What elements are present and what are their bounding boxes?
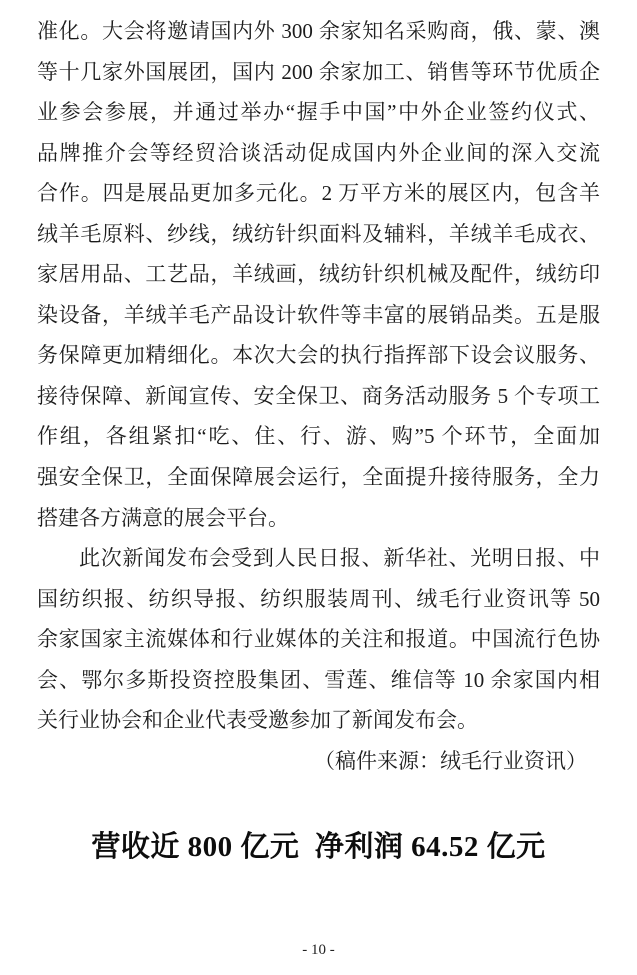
text-line: 务保障更加精细化。本次大会的执行指挥部下设会议服务、 bbox=[37, 343, 600, 368]
text-line: 接待保障、新闻宣传、安全保卫、商务活动服务 5 个专项工 bbox=[37, 383, 600, 408]
text-line: 合作。四是展品更加多元化。2 万平方米的展区内，包含羊 bbox=[37, 181, 600, 206]
text-line: 等十几家外国展团，国内 200 余家加工、销售等环节优质企 bbox=[37, 59, 600, 84]
text-line: 染设备，羊绒羊毛产品设计软件等丰富的展销品类。五是服 bbox=[37, 302, 600, 327]
attribution-line: （稿件来源：绒毛行业资讯） bbox=[314, 748, 587, 773]
text-line: 国纺织报、纺织导报、纺织服装周刊、绒毛行业资讯等 50 bbox=[37, 586, 600, 611]
text-line: 作组，各组紧扣“吃、住、行、游、购”5 个环节，全面加 bbox=[37, 424, 600, 449]
text-line: 家居用品、工艺品，羊绒画，绒纺针织机械及配件，绒纺印 bbox=[37, 262, 600, 287]
text-line: 余家国家主流媒体和行业媒体的关注和报道。中国流行色协 bbox=[37, 627, 600, 652]
body-text bbox=[37, 11, 600, 867]
text-line: 关行业协会和企业代表受邀参加了新闻发布会。 bbox=[37, 708, 478, 733]
section-heading: 营收近 800 亿元 净利润 64.52 亿元 bbox=[91, 831, 546, 864]
text-line: 会、鄂尔多斯投资控股集团、雪莲、维信等 10 余家国内相 bbox=[37, 667, 600, 692]
text-line: 绒羊毛原料、纱线，绒纺针织面料及辅料，羊绒羊毛成衣、 bbox=[37, 221, 600, 246]
text-line: 搭建各方满意的展会平台。 bbox=[37, 505, 289, 530]
page-number: - 10 - bbox=[302, 942, 335, 958]
text-line: 业参会参展，并通过举办“握手中国”中外企业签约仪式、 bbox=[37, 100, 600, 125]
text-line: 强安全保卫，全面保障展会运行，全面提升接待服务，全力 bbox=[37, 465, 600, 490]
text-line: 准化。大会将邀请国内外 300 余家知名采购商，俄、蒙、澳 bbox=[37, 19, 600, 43]
text-line: 此次新闻发布会受到人民日报、新华社、光明日报、中 bbox=[79, 546, 600, 571]
text-line: 品牌推介会等经贸洽谈活动促成国内外企业间的深入交流 bbox=[37, 140, 600, 165]
